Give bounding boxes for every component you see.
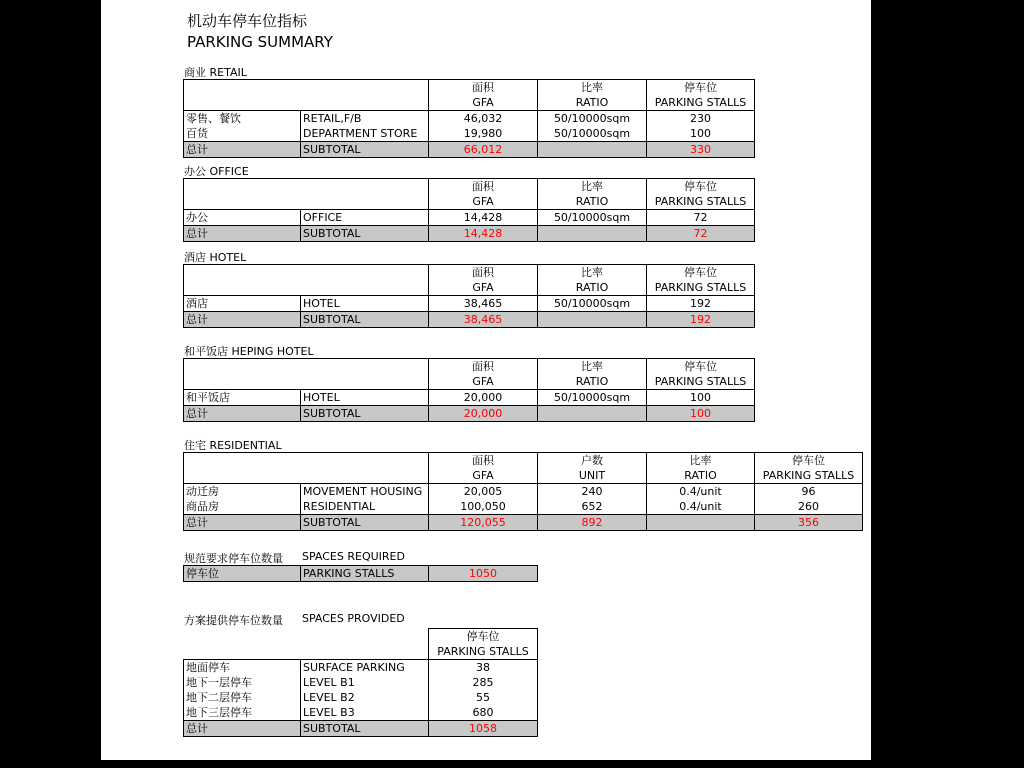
ratio-header-cn: 比率 bbox=[538, 359, 647, 375]
row-stalls: 100 bbox=[647, 126, 755, 142]
row-unit: 240 bbox=[538, 484, 647, 500]
hotel-table bbox=[183, 264, 755, 328]
stalls-header-cn: 停车位 bbox=[755, 453, 863, 469]
unit-header-en: UNIT bbox=[538, 468, 647, 484]
row-stalls: 38 bbox=[429, 660, 538, 676]
table-row bbox=[184, 111, 755, 127]
row-label-cn: 和平饭店 bbox=[184, 390, 301, 406]
subtotal-gfa: 66,012 bbox=[429, 142, 538, 158]
subtotal-stalls: 192 bbox=[647, 312, 755, 328]
office-table bbox=[183, 178, 755, 242]
table-row bbox=[184, 499, 863, 515]
gfa-header-en: GFA bbox=[429, 468, 538, 484]
row-label-cn: 百货 bbox=[184, 126, 301, 142]
ratio-header-cn: 比率 bbox=[647, 453, 755, 469]
row-gfa: 46,032 bbox=[429, 111, 538, 127]
row-label-cn: 动迁房 bbox=[184, 484, 301, 500]
gfa-header-en: GFA bbox=[429, 280, 538, 296]
subtotal-label-cn: 总计 bbox=[184, 226, 301, 242]
title-en: PARKING SUMMARY bbox=[187, 33, 333, 51]
subtotal-label-en: SUBTOTAL bbox=[301, 406, 429, 422]
stalls-header-en: PARKING STALLS bbox=[647, 374, 755, 390]
row-label-cn: 地下二层停车 bbox=[184, 690, 301, 705]
subtotal-ratio-empty bbox=[538, 312, 647, 328]
row-label-cn: 酒店 bbox=[184, 296, 301, 312]
row-ratio: 50/10000sqm bbox=[538, 390, 647, 406]
subtotal-label-cn: 总计 bbox=[184, 721, 301, 737]
row-label-en: MOVEMENT HOUSING bbox=[301, 484, 429, 500]
subtotal-ratio-empty bbox=[538, 142, 647, 158]
heping-heading: 和平饭店 HEPING HOTEL bbox=[184, 345, 314, 358]
row-ratio: 50/10000sqm bbox=[538, 210, 647, 226]
subtotal-label-cn: 总计 bbox=[184, 142, 301, 158]
residential-table bbox=[183, 452, 863, 531]
subtotal-row bbox=[184, 226, 755, 242]
subtotal-row bbox=[184, 515, 863, 531]
table-row bbox=[184, 690, 538, 705]
row-stalls: 72 bbox=[647, 210, 755, 226]
row-stalls: 96 bbox=[755, 484, 863, 500]
row-label-en: HOTEL bbox=[301, 296, 429, 312]
stalls-header-cn: 停车位 bbox=[647, 80, 755, 96]
row-label-en: LEVEL B1 bbox=[301, 675, 429, 690]
heping-blank-header bbox=[184, 359, 429, 390]
ratio-header-en: RATIO bbox=[538, 194, 647, 210]
ratio-header-cn: 比率 bbox=[538, 80, 647, 96]
unit-header-cn: 户数 bbox=[538, 453, 647, 469]
row-label-cn: 地面停车 bbox=[184, 660, 301, 676]
stalls-header-en: PARKING STALLS bbox=[647, 280, 755, 296]
subtotal-label-en: SUBTOTAL bbox=[301, 515, 429, 531]
gfa-header-cn: 面积 bbox=[429, 453, 538, 469]
table-row bbox=[184, 660, 538, 676]
stalls-header-cn: 停车位 bbox=[429, 629, 538, 645]
subtotal-stalls: 72 bbox=[647, 226, 755, 242]
row-stalls: 260 bbox=[755, 499, 863, 515]
row-label-en: OFFICE bbox=[301, 210, 429, 226]
row-label-en: SURFACE PARKING bbox=[301, 660, 429, 676]
subtotal-stalls: 330 bbox=[647, 142, 755, 158]
row-label-cn: 零售、餐饮 bbox=[184, 111, 301, 127]
row-label-cn: 地下三层停车 bbox=[184, 705, 301, 721]
table-row bbox=[184, 210, 755, 226]
row-gfa: 19,980 bbox=[429, 126, 538, 142]
table-row bbox=[184, 484, 863, 500]
row-gfa: 100,050 bbox=[429, 499, 538, 515]
provided-blank-header bbox=[184, 629, 429, 660]
row-stalls: 100 bbox=[647, 390, 755, 406]
required-label-cn: 停车位 bbox=[184, 566, 301, 582]
subtotal-stalls: 1058 bbox=[429, 721, 538, 737]
ratio-header-cn: 比率 bbox=[538, 265, 647, 281]
heping-table bbox=[183, 358, 755, 422]
row-stalls: 680 bbox=[429, 705, 538, 721]
required-heading-en: SPACES REQUIRED bbox=[302, 550, 405, 563]
row-gfa: 14,428 bbox=[429, 210, 538, 226]
subtotal-label-en: SUBTOTAL bbox=[301, 721, 429, 737]
subtotal-ratio-empty bbox=[538, 226, 647, 242]
table-row bbox=[184, 126, 755, 142]
row-label-en: RESIDENTIAL bbox=[301, 499, 429, 515]
retail-table bbox=[183, 79, 755, 158]
office-blank-header bbox=[184, 179, 429, 210]
stalls-header-en: PARKING STALLS bbox=[647, 194, 755, 210]
subtotal-unit: 892 bbox=[538, 515, 647, 531]
row-label-en: HOTEL bbox=[301, 390, 429, 406]
row-gfa: 20,000 bbox=[429, 390, 538, 406]
subtotal-label-en: SUBTOTAL bbox=[301, 226, 429, 242]
gfa-header-cn: 面积 bbox=[429, 265, 538, 281]
subtotal-gfa: 120,055 bbox=[429, 515, 538, 531]
row-ratio: 50/10000sqm bbox=[538, 296, 647, 312]
subtotal-stalls: 356 bbox=[755, 515, 863, 531]
row-stalls: 285 bbox=[429, 675, 538, 690]
hotel-blank-header bbox=[184, 265, 429, 296]
row-ratio: 50/10000sqm bbox=[538, 111, 647, 127]
provided-heading-en: SPACES PROVIDED bbox=[302, 612, 405, 625]
gfa-header-cn: 面积 bbox=[429, 80, 538, 96]
subtotal-label-cn: 总计 bbox=[184, 515, 301, 531]
ratio-header-en: RATIO bbox=[538, 95, 647, 111]
row-label-en: LEVEL B3 bbox=[301, 705, 429, 721]
row-gfa: 20,005 bbox=[429, 484, 538, 500]
ratio-header-en: RATIO bbox=[647, 468, 755, 484]
table-row bbox=[184, 296, 755, 312]
subtotal-label-en: SUBTOTAL bbox=[301, 142, 429, 158]
gfa-header-cn: 面积 bbox=[429, 359, 538, 375]
subtotal-gfa: 38,465 bbox=[429, 312, 538, 328]
residential-blank-header bbox=[184, 453, 429, 484]
subtotal-ratio-empty bbox=[538, 406, 647, 422]
stalls-header-en: PARKING STALLS bbox=[429, 644, 538, 660]
row-label-cn: 办公 bbox=[184, 210, 301, 226]
stalls-header-en: PARKING STALLS bbox=[755, 468, 863, 484]
hotel-heading: 酒店 HOTEL bbox=[184, 251, 247, 264]
required-heading-cn: 规范要求停车位数量 bbox=[184, 552, 283, 565]
required-row bbox=[184, 566, 538, 582]
required-label-en: PARKING STALLS bbox=[301, 566, 429, 582]
stalls-header-cn: 停车位 bbox=[647, 179, 755, 195]
stalls-header-cn: 停车位 bbox=[647, 265, 755, 281]
subtotal-gfa: 14,428 bbox=[429, 226, 538, 242]
stalls-header-en: PARKING STALLS bbox=[647, 95, 755, 111]
subtotal-label-cn: 总计 bbox=[184, 406, 301, 422]
row-ratio: 50/10000sqm bbox=[538, 126, 647, 142]
subtotal-gfa: 20,000 bbox=[429, 406, 538, 422]
title-cn: 机动车停车位指标 bbox=[187, 12, 308, 30]
row-label-en: RETAIL,F/B bbox=[301, 111, 429, 127]
subtotal-row bbox=[184, 406, 755, 422]
row-label-en: LEVEL B2 bbox=[301, 690, 429, 705]
gfa-header-en: GFA bbox=[429, 374, 538, 390]
subtotal-label-cn: 总计 bbox=[184, 312, 301, 328]
subtotal-label-en: SUBTOTAL bbox=[301, 312, 429, 328]
residential-heading: 住宅 RESIDENTIAL bbox=[184, 439, 282, 452]
stalls-header-cn: 停车位 bbox=[647, 359, 755, 375]
row-ratio: 0.4/unit bbox=[647, 484, 755, 500]
required-table bbox=[183, 565, 538, 582]
row-stalls: 230 bbox=[647, 111, 755, 127]
gfa-header-en: GFA bbox=[429, 194, 538, 210]
row-stalls: 192 bbox=[647, 296, 755, 312]
gfa-header-cn: 面积 bbox=[429, 179, 538, 195]
ratio-header-en: RATIO bbox=[538, 280, 647, 296]
subtotal-row bbox=[184, 721, 538, 737]
subtotal-stalls: 100 bbox=[647, 406, 755, 422]
provided-table bbox=[183, 628, 538, 737]
subtotal-row bbox=[184, 142, 755, 158]
retail-heading: 商业 RETAIL bbox=[184, 66, 247, 79]
gfa-header-en: GFA bbox=[429, 95, 538, 111]
subtotal-row bbox=[184, 312, 755, 328]
row-stalls: 55 bbox=[429, 690, 538, 705]
parking-summary-sheet bbox=[101, 0, 871, 760]
retail-blank-header bbox=[184, 80, 429, 111]
provided-heading-cn: 方案提供停车位数量 bbox=[184, 614, 283, 627]
row-label-cn: 商品房 bbox=[184, 499, 301, 515]
ratio-header-cn: 比率 bbox=[538, 179, 647, 195]
subtotal-ratio-empty bbox=[647, 515, 755, 531]
required-value: 1050 bbox=[429, 566, 538, 582]
table-row bbox=[184, 675, 538, 690]
row-gfa: 38,465 bbox=[429, 296, 538, 312]
row-label-cn: 地下一层停车 bbox=[184, 675, 301, 690]
row-unit: 652 bbox=[538, 499, 647, 515]
ratio-header-en: RATIO bbox=[538, 374, 647, 390]
row-label-en: DEPARTMENT STORE bbox=[301, 126, 429, 142]
table-row bbox=[184, 390, 755, 406]
office-heading: 办公 OFFICE bbox=[184, 165, 249, 178]
row-ratio: 0.4/unit bbox=[647, 499, 755, 515]
table-row bbox=[184, 705, 538, 721]
